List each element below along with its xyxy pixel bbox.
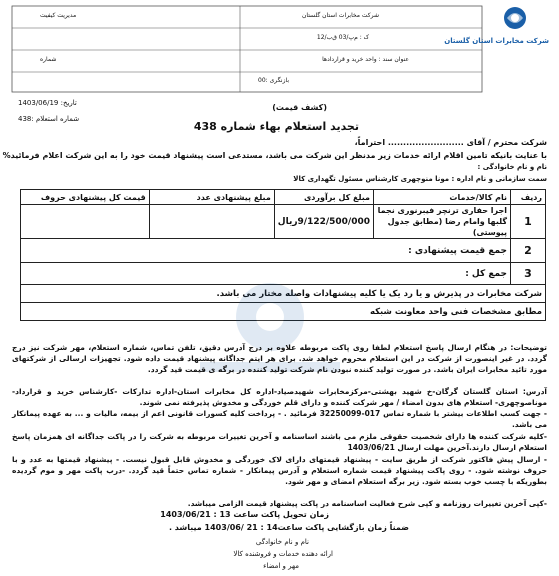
notes-para-6: -کپی آخرین تغییرات روزنامه و کپی شرح فعالیت اساسنامه در پاکت پیشنهاد قیمت الزامی میباشد. [187,499,547,508]
header-offer-words: قیمت کل پیشنهادی حروف [21,190,150,205]
row1-offer-words[interactable] [21,205,150,239]
inquiry-number: شماره استعلام :438 [18,115,80,123]
table-row [21,205,546,239]
opening-time: ضمناً زمان بازگشایی پاکت ساعت14 : 21 /1403/06 میباشد . [168,523,409,532]
number-label: شماره [40,56,57,63]
signature-stamp: مهر و امضاء [263,562,299,570]
request-text: با عنایت بانیکه تامین اقلام ارائه خدمات زیر مدنظر این شرکت می باشد، مستدعی است پیشنهاد قیمت خود را به این شرکت اعلام فرمائید% [2,151,547,160]
signature-company: ارائه دهنده خدمات و فروشنده کالا [233,550,333,558]
header-estimate: مبلغ کل برآوردی [274,190,373,205]
row2-label: جمع قیمت پیشنهادی : [21,239,511,263]
row1-estimate: 9/122/500/000ریال [274,205,373,239]
doc-title: عنوان سند : واحد خرید و قراردادها [322,56,409,63]
table-header-row [21,190,546,205]
table-note-1: شرکت مخابرات در پذیرش و یا رد یک یا کلیه پیشنهادات واصله مختار می باشد. [21,285,546,303]
notes-para-4: -کلیه شرکت کننده ها دارای شخصیت حقوقی ملزم می باشند اساسنامه و آخرین تغییرات مربوطه به شرکت را در پاکت جداگانه ای همزمان پاسخ استعلام ارسال دارند.آخرین مهلت ارسال 1403/06/21 [12,432,547,452]
salutation: شرکت محترم / آقای ......................... احتراماً، [354,138,547,147]
row3-index: 3 [511,263,546,285]
doc-code: ک : م‌پ/03 ق‌ب/12 [316,34,369,41]
row1-index: 1 [511,205,546,239]
row1-offer-number[interactable] [149,205,274,239]
name-line: نام و نام خانوادگی : [477,163,547,171]
notes-para-3: - جهت کسب اطلاعات بیشتر با شماره تماس 017-32250099 فرمائید . - پرداخت کلیه کسورات قانونی اعم از بیمه، مالیات و ... به عهده پیمانکار می باشد. [12,409,547,429]
table-row [21,239,546,263]
signature-name: نام و نام خانوادگی [255,538,309,546]
row3-label: جمع کل : [21,263,511,285]
page-title: تجدید استعلام بهاء شماره 438 [193,120,359,133]
header-index: ردیف [511,190,546,205]
delivery-time: زمان تحویل پاکت ساعت 13 : 1403/06/21 [160,510,329,519]
header-offer-number: مبلغ پیشنهادی عدد [149,190,274,205]
table-note-2: مطابق مشخصات فنی واحد معاونت شبکه [21,303,546,321]
contact-line: سمت سازمانی و نام اداره : مونا منوچهری کارشناس مسئول تگهداری کالا [293,175,547,183]
quality-management: مدیریت کیفیت [40,12,77,19]
title-small: (کشف قیمت) [272,103,327,112]
company-name: شرکت مخابرات استان گلستان [302,12,379,19]
notes-para-1: توضیحات: در هنگام ارسال پاسخ استعلام لطفا روی پاکت مربوطه علاوه بر درج آدرس دقیق، تلفن تماس، شماره استعلام، مهر شرکت نیز درج گردد. در غیر اینصورت از شرکت در این استعلام محروم خواهد شد. برای هر ایتم جداگانه پیشنهاد قیمت داده شود. تجهیزات ارسالی از شرکتهای مورد تائید مخابرات ایران باشد. در صورت تولید کننده نبودن نام شرکت تولید کننده در برگه ی قیمت قید گردد. [12,343,547,374]
notes-para-2: آدرس: استان گلستان گرگان-خ شهید بهشتی-مرکزمخابرات شهیدصیاد-اداره کل مخابرات استان-اداره تدارکات -کارشناس خرید و قرارداد-موناصوچهری- استعلام های بدون امضاء / مهر شرکت کننده و دارای قلم خوردگی و مخدوش پذیرفته نمی شوند. [12,387,547,407]
row2-index: 2 [511,239,546,263]
notes-para-5: - ارسال پیش فاکتور شرکت از طریق سایت - پیشنهاد قیمتهای دارای لاک خوردگی و مخدوش قابل قبول نیست. - پیشنهاد قیمتها به عدد و با حروف نوشته شود. - روی پاکت پیشنهاد قیمت شماره استعلام و آدرس پیمانکار - شماره تماس حتماً قید گردد. -درب پاکت مهر و موم گردیده بطوریکه با چسب خوب بسته شود. زیر برگه استعلام امضای و مهر شود. [12,455,547,486]
header-item: نام کالا/خدمات [374,190,511,205]
company-logo [485,4,545,56]
revision: بازنگری :00 [258,77,289,84]
inquiry-date: تاریخ: 1403/06/19 [18,99,77,107]
logo-text: شرکت مخابرات استان گلستان [444,37,549,45]
row1-name: اجرا حفاری ترنچر فیبرنوری نجما گلبها وامام رضا (مطابق جدول پیوستی) [374,205,511,239]
